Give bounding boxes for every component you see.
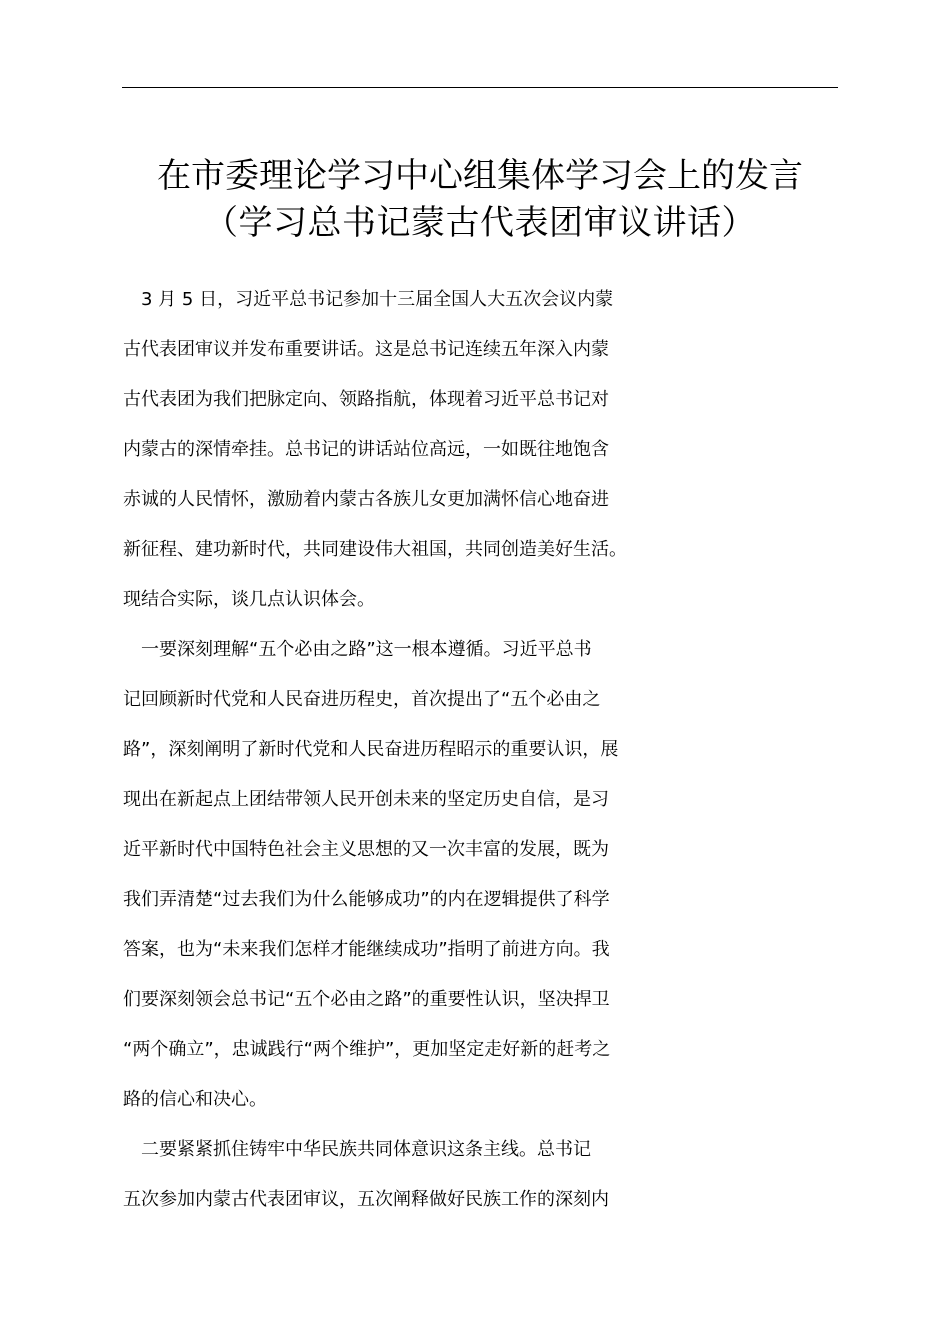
document-body — [123, 275, 863, 1225]
body-line: 二要紧紧抓住铸牢中华民族共同体意识这条主线。总书记 — [123, 1139, 591, 1160]
body-line: 我们弄清楚“过去我们为什么能够成功”的内在逻辑提供了科学 — [123, 889, 610, 910]
body-line: 现结合实际，谈几点认识体会。 — [123, 589, 375, 610]
body-line: 路的信心和决心。 — [123, 1089, 267, 1110]
document-title: 在市委理论学习中心组集体学习会上的发言 — [157, 156, 803, 196]
body-line: 内蒙古的深情牵挂。总书记的讲话站位高远，一如既往地饱含 — [123, 439, 609, 460]
body-line: 们要深刻领会总书记“五个必由之路”的重要性认识，坚决捍卫 — [123, 989, 610, 1010]
body-line: 五次参加内蒙古代表团审议，五次阐释做好民族工作的深刻内 — [123, 1189, 609, 1210]
body-line: 记回顾新时代党和人民奋进历程史，首次提出了“五个必由之 — [123, 689, 601, 710]
body-line: “两个确立”，忠诚践行“两个维护”，更加坚定走好新的赶考之 — [123, 1039, 611, 1060]
body-line: 一要深刻理解“五个必由之路”这一根本遵循。习近平总书 — [123, 639, 592, 660]
body-line: 新征程、建功新时代，共同建设伟大祖国，共同创造美好生活。 — [123, 539, 627, 560]
document-subtitle: （学习总书记蒙古代表团审议讲话） — [204, 203, 756, 243]
body-line: 路”，深刻阐明了新时代党和人民奋进历程昭示的重要认识，展 — [123, 739, 619, 760]
body-line: 答案，也为“未来我们怎样才能继续成功”指明了前进方向。我 — [123, 939, 610, 960]
body-line: 现出在新起点上团结带领人民开创未来的坚定历史自信，是习 — [123, 789, 609, 810]
body-line: 古代表团审议并发布重要讲话。这是总书记连续五年深入内蒙 — [123, 339, 609, 360]
body-line: 古代表团为我们把脉定向、领路指航，体现着习近平总书记对 — [123, 389, 609, 410]
header-rule — [122, 87, 838, 88]
body-line: 3 月 5 日，习近平总书记参加十三届全国人大五次会议内蒙 — [123, 289, 614, 310]
body-line: 赤诚的人民情怀，激励着内蒙古各族儿女更加满怀信心地奋进 — [123, 489, 609, 510]
body-line: 近平新时代中国特色社会主义思想的又一次丰富的发展，既为 — [123, 839, 609, 860]
